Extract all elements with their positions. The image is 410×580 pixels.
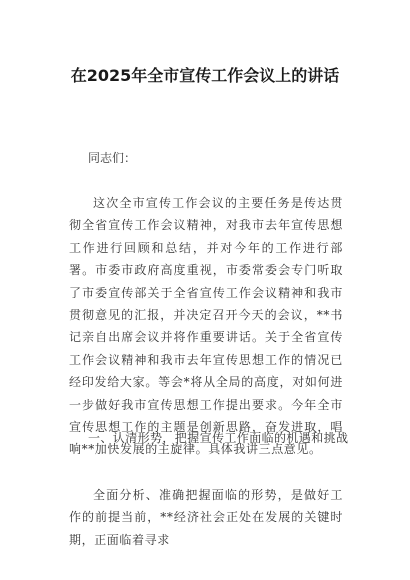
document-title: 在2025年全市宣传工作会议上的讲话	[70, 66, 340, 85]
salutation: 同志们：	[88, 151, 137, 165]
body-paragraph: 这次全市宣传工作会议的主要任务是传达贯彻全省宣传工作会议精神，对我市去年宣传思想工作进行回顾和总结，并对今年的工作进行部署。市委市政府高度重视，市委常委会专门听取了市委宣传部关于全省宣传工作会议精神和我市贯彻意见的汇报，并决定召开今天的会议，**书记亲自出席会议并将作重要讲话。关于全省宣传工作会议精神和我市去年宣传思想工作的情况已经印发给大家。等会*将从全局的高度，对如何进一步做好我市宣传思想工作提出要求。今年全市宣传思想工作的主题是创新思路，奋发进取，唱响**加快发展的主旋律。具体我讲三点意见。	[69, 196, 343, 457]
section-paragraph: 全面分析、准确把握面临的形势，是做好工作的前提当前，**经济社会正处在发展的关键时期，正面临着寻求	[69, 488, 343, 547]
section-heading: 一、认清形势，把握宣传工作面临的机遇和挑战	[88, 431, 349, 445]
